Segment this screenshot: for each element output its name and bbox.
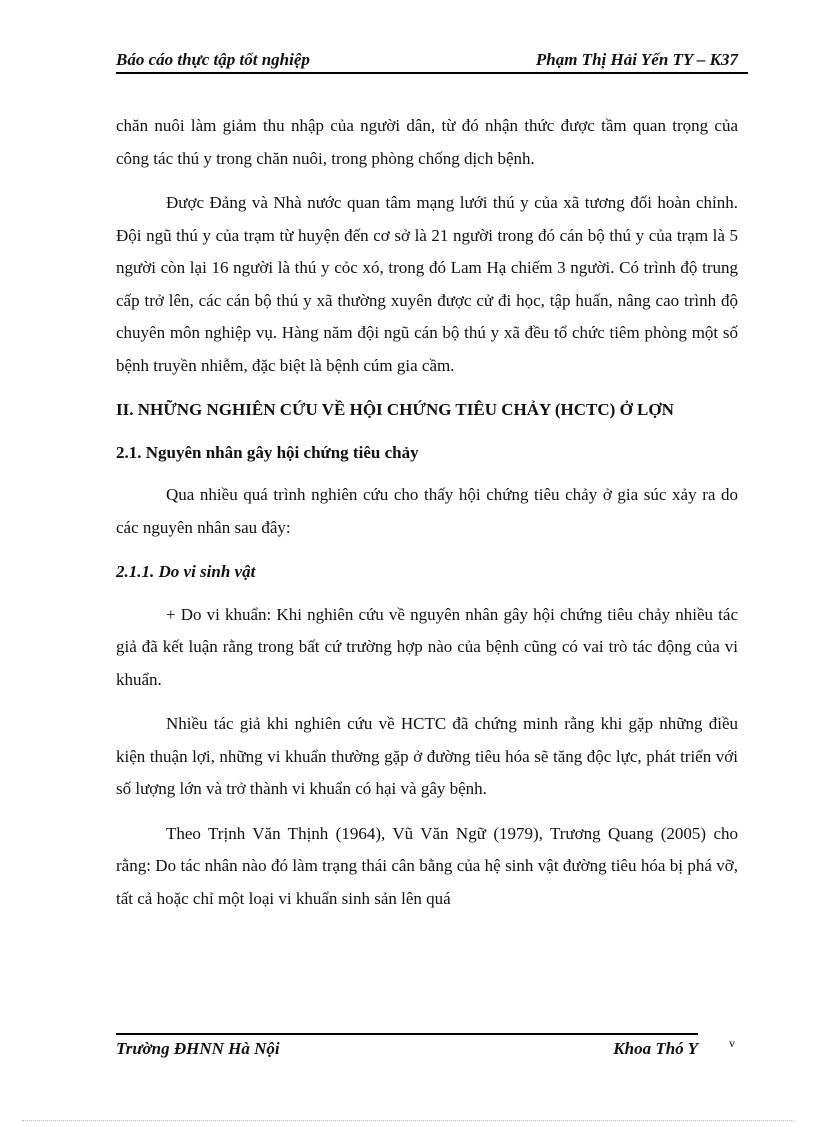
subsubsection-heading: 2.1.1. Do vi sinh vật	[116, 562, 256, 581]
document-body	[116, 110, 738, 927]
header-author: Phạm Thị Hải Yến TY – K37	[535, 50, 738, 69]
paragraph-veterinary-network: Được Đảng và Nhà nước quan tâm mạng lưới thú y của xã tương đối hoàn chỉnh. Đội ngũ thú y của trạm từ huyện đến cơ sở là 21 người trong đó cán bộ thú y của trạm là 5 người còn lại 16 người là thú y cỏc xó, trong đó Lam Hạ chiếm 3 người. Có trình độ trung cấp trở lên, các cán bộ thú y xã thường xuyên được cử đi học, tập huấn, nâng cao trình độ chuyên môn nghiệp vụ. Hàng năm đội ngũ cán bộ thú y xã đều tổ chức tiêm phòng một số bệnh truyền nhiễm, đặc biệt là bệnh cúm gia cầm.	[116, 193, 738, 375]
page-header	[116, 50, 748, 74]
paragraph-bacteria: + Do vi khuẩn: Khi nghiên cứu về nguyên nhân gây hội chứng tiêu chảy nhiều tác giả đã kết luận rằng trong bất cứ trường hợp nào của bệnh cũng có vai trò tác động của vi khuẩn.	[116, 604, 738, 689]
page-footer	[116, 1033, 698, 1063]
section-heading: II. NHỮNG NGHIÊN CỨU VỀ HỘI CHỨNG TIÊU CHẢY (HCTC) Ở LỢN	[116, 400, 674, 419]
paragraph-citations: Theo Trịnh Văn Thịnh (1964), Vũ Văn Ngữ (1979), Trương Quang (2005) cho rằng: Do tác nhân nào đó làm trạng thái cân bằng của hệ sinh vật đường tiêu hóa bị phá vỡ, tất cả hoặc chỉ một loại vi khuẩn sinh sản lên quá	[116, 823, 738, 908]
page-number: v	[729, 1036, 735, 1050]
page-boundary-divider	[22, 1120, 794, 1121]
footer-university: Trường ĐHNN Hà Nội	[116, 1039, 280, 1058]
subsection-heading: 2.1. Nguyên nhân gây hội chứng tiêu chảy	[116, 442, 419, 462]
header-report-title: Báo cáo thực tập tốt nghiệp	[116, 50, 310, 69]
paragraph-intro-causes: Qua nhiều quá trình nghiên cứu cho thấy hội chứng tiêu chảy ở gia súc xảy ra do các nguyên nhân sau đây:	[116, 485, 738, 537]
footer-faculty: Khoa Thó Y	[613, 1039, 698, 1058]
paragraph-hctc-research: Nhiều tác giả khi nghiên cứu về HCTC đã chứng minh rằng khi gặp những điều kiện thuận lợi, những vi khuẩn thường gặp ở đường tiêu hóa sẽ tăng độc lực, phát triển với số lượng lớn và trở thành vi khuẩn có hại và gây bệnh.	[116, 714, 738, 798]
paragraph-continuation: chăn nuôi làm giảm thu nhập của người dân, từ đó nhận thức được tầm quan trọng của công tác thú y trong chăn nuôi, trong phòng chống dịch bệnh.	[116, 116, 738, 168]
